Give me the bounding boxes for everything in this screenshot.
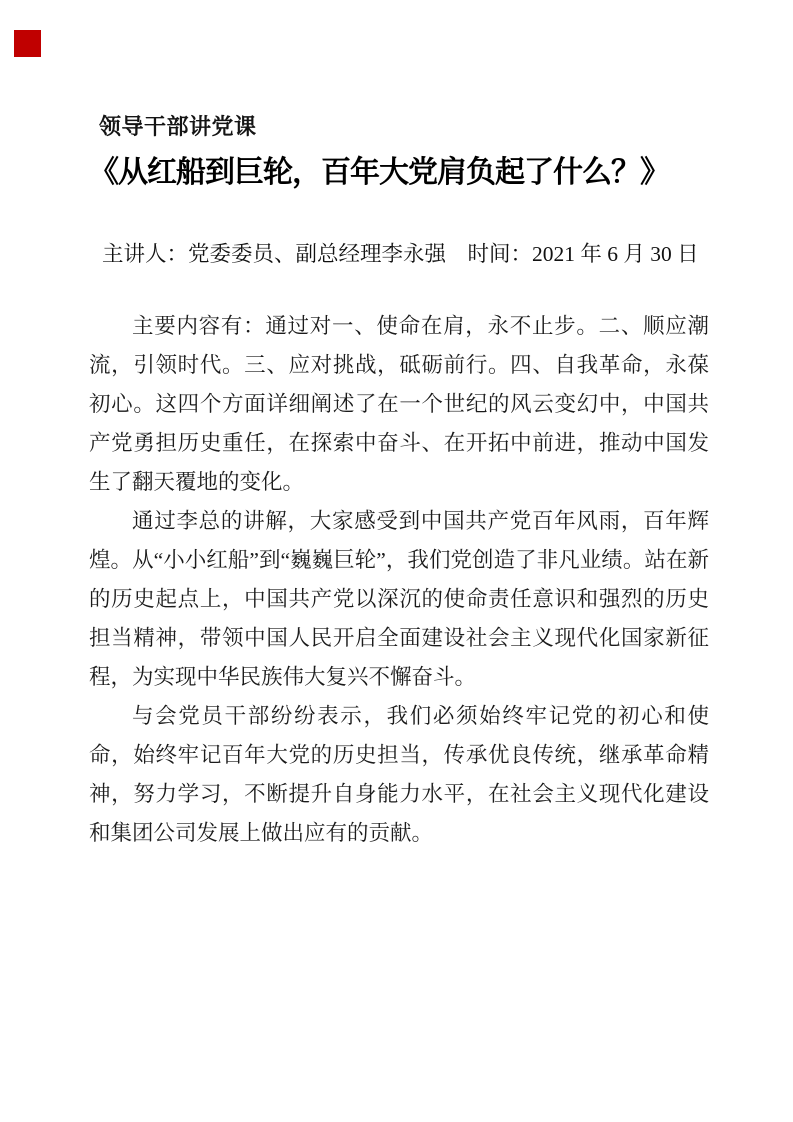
speaker-and-time-line: 主讲人：党委委员、副总经理李永强 时间：2021 年 6 月 30 日 [102, 242, 699, 266]
document-content [89, 0, 709, 853]
red-corner-marker [14, 30, 41, 57]
document-kicker: 领导干部讲党课 [99, 114, 257, 139]
document-title: 《从红船到巨轮，百年大党肩负起了什么？》 [89, 156, 669, 189]
paragraph-summary: 主要内容有：通过对一、使命在肩，永不止步。二、顺应潮流，引领时代。三、应对挑战，砥砺前行。四、自我革命，永葆初心。这四个方面详细阐述了在一个世纪的风云变幻中，中国共产党勇担历史重任，在探索中奋斗、在开拓中前进，推动中国发生了翻天覆地的变化。 [89, 314, 709, 494]
document-body [89, 307, 709, 853]
paragraph-commitment: 与会党员干部纷纷表示，我们必须始终牢记党的初心和使命，始终牢记百年大党的历史担当，传承优良传统，继承革命精神，努力学习，不断提升自身能力水平，在社会主义现代化建设和集团公司发展上做出应有的贡献。 [89, 704, 709, 845]
paragraph-reflection: 通过李总的讲解，大家感受到中国共产党百年风雨，百年辉煌。从“小小红船”到“巍巍巨轮”，我们党创造了非凡业绩。站在新的历史起点上，中国共产党以深沉的使命责任意识和强烈的历史担当精神，带领中国人民开启全面建设社会主义现代化国家新征程，为实现中华民族伟大复兴不懈奋斗。 [89, 509, 709, 689]
